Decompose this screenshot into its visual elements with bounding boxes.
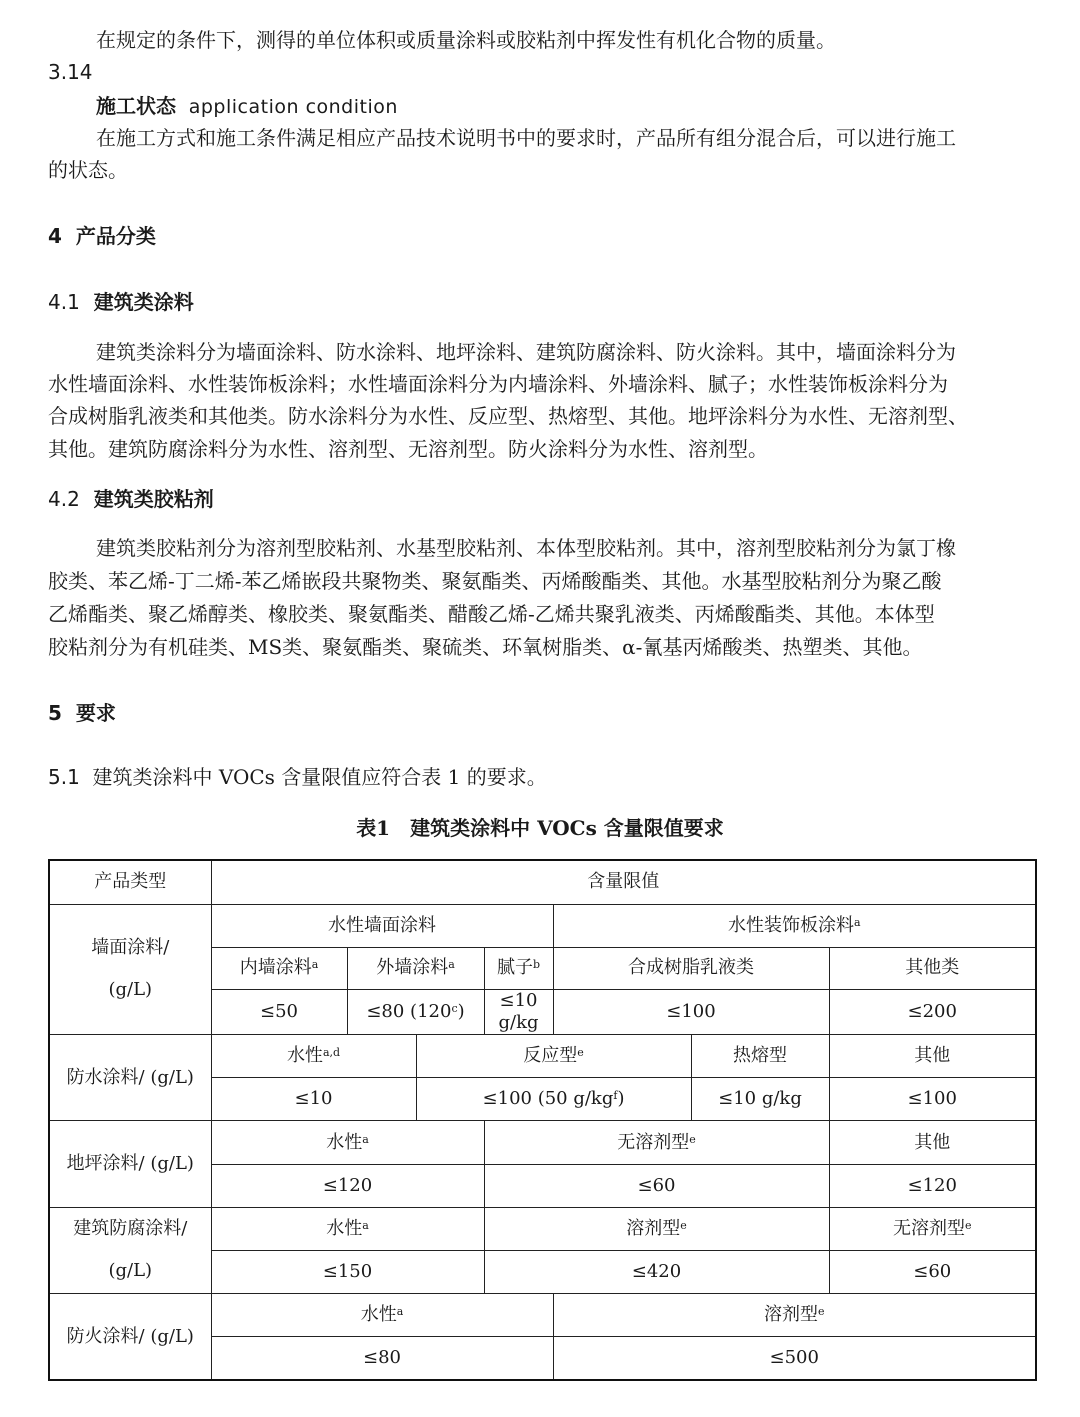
waterproof-col-other: 其他 [829,1035,1036,1078]
wall-group-row [49,904,1036,947]
wall-group-decor-board-label: 水性装饰板涂料 [727,914,854,936]
footnote-mark: f [613,1089,618,1103]
section-4-1-title: 建筑类涂料 [93,290,194,314]
waterproof-col-hotmelt: 热熔型 [691,1035,829,1078]
cell-label: 合成树脂乳液类 [628,957,754,979]
fireproof-header-row [49,1294,1036,1337]
section-4-1-line4: 其他。建筑防腐涂料分为水性、溶剂型、无溶剂型。防火涂料分为水性、溶剂型。 [48,437,768,461]
footnote-mark: e [964,1218,972,1232]
fireproof-val-solvent: ≤500 [553,1337,1036,1380]
footnote-mark: a [448,958,455,972]
waterproof-val-water: ≤10 [211,1078,416,1121]
section-4-title: 产品分类 [75,224,156,248]
floor-val-water: ≤120 [211,1164,484,1207]
anticorrosion-val-solvent: ≤420 [484,1250,829,1293]
section-4-1-line1: 建筑类涂料分为墙面涂料、防水涂料、地坪涂料、建筑防腐涂料、防火涂料。其中，墙面涂料分为 [96,340,956,364]
footnote-mark: a [362,1218,369,1232]
section-4-2-number: 4.2 [48,487,80,511]
cell-label: 溶剂型 [626,1217,681,1239]
floor-col-other: 其他 [829,1121,1036,1164]
anticorrosion-header-row [49,1207,1036,1250]
section-3-14-definition-line1: 在施工方式和施工条件满足相应产品技术说明书中的要求时，产品所有组分混合后，可以进行施工 [96,126,956,150]
wall-label-line2: (g/L) [108,979,153,1001]
cell-value: ≤100 (50 g/kg [482,1088,614,1110]
section-3-14-number: 3.14 [48,60,93,84]
section-5-1-number: 5.1 [48,765,80,789]
table-header-row [49,860,1036,904]
section-4-heading [48,220,156,252]
wall-val-other: ≤200 [829,989,1036,1034]
wall-coating-label [49,904,211,1034]
waterproof-header-row [49,1035,1036,1078]
section-4-2-line3: 乙烯酯类、聚乙烯醇类、橡胶类、聚氨酯类、醋酸乙烯-乙烯共聚乳液类、丙烯酸酯类、其他。本体型 [48,602,935,626]
anticorrosion-col-solventless [829,1207,1036,1250]
floor-val-other: ≤120 [829,1164,1036,1207]
cell-label: 反应型 [523,1045,578,1067]
anticorrosion-col-solvent [484,1207,829,1250]
floor-col-water [211,1121,484,1164]
floor-header-row [49,1121,1036,1164]
footnote-mark: e [817,1305,825,1319]
section-3-14-term [96,90,398,123]
section-4-2-line4: 胶粘剂分为有机硅类、MS类、聚氨酯类、聚硫类、环氧树脂类、α-氰基丙烯酸类、热塑类、其他。 [48,635,923,659]
wall-col-exterior [347,947,484,989]
wall-val-putty: ≤10 g/kg [484,989,553,1034]
fireproof-col-water [211,1294,553,1337]
section-4-1-line3: 合成树脂乳液类和其他类。防水涂料分为水性、反应型、热熔型、其他。地坪涂料分为水性、无溶剂型、 [48,404,968,428]
section-5-number: 5 [48,701,62,725]
footnote-mark: a [311,958,319,972]
section-4-2-heading [48,483,214,515]
fireproof-col-solvent [553,1294,1036,1337]
fireproof-label: 防火涂料/ (g/L) [49,1294,211,1380]
anticorrosion-val-water: ≤150 [211,1250,484,1293]
section-4-number: 4 [48,224,62,248]
wall-col-resin-emulsion [553,947,829,989]
section-4-1-line2: 水性墙面涂料、水性装饰板涂料；水性墙面涂料分为内墙涂料、外墙涂料、腻子；水性装饰板涂料分为 [48,372,948,396]
header-product-type: 产品类型 [49,860,211,904]
cell-label: 外墙涂料 [376,957,449,979]
vocs-limit-table [48,859,1037,1381]
wall-val-resin-emulsion: ≤100 [553,989,829,1034]
wall-group-water-based: 水性墙面涂料 [211,904,553,947]
waterproof-val-hotmelt: ≤10 g/kg [691,1078,829,1121]
anticorrosion-val-solventless: ≤60 [829,1250,1036,1293]
cell-label: 水性 [326,1131,363,1153]
cell-label: 无溶剂型 [892,1217,965,1239]
section-4-2-line1: 建筑类胶粘剂分为溶剂型胶粘剂、水基型胶粘剂、本体型胶粘剂。其中，溶剂型胶粘剂分为氯丁橡 [96,536,956,560]
section-5-1 [48,761,547,793]
cell-label: 其他类 [905,957,960,979]
footnote-mark: a [396,1305,404,1319]
header-limit: 含量限值 [211,860,1036,904]
term-cn: 施工状态 [96,94,176,118]
waterproof-val-other: ≤100 [829,1078,1036,1121]
cell-label: 溶剂型 [763,1304,818,1326]
footnote-mark: a [853,915,861,929]
cell-value: ≤80 (120 [366,1001,452,1023]
section-5-title: 要求 [75,701,116,725]
section-5-1-text: 建筑类涂料中 VOCs 含量限值应符合表 1 的要求。 [92,765,547,789]
cell-label: 水性 [286,1045,323,1067]
section-4-2-title: 建筑类胶粘剂 [93,487,214,511]
definition-3-13-tail: 在规定的条件下，测得的单位体积或质量涂料或胶粘剂中挥发性有机化合物的质量。 [96,28,836,52]
footnote-mark: a,d [322,1046,341,1060]
anticorrosion-label-line1: 建筑防腐涂料/ [73,1218,188,1240]
anticorrosion-label-line2: (g/L) [108,1260,153,1282]
anticorrosion-col-water [211,1207,484,1250]
anticorrosion-label [49,1207,211,1293]
section-4-1-heading [48,286,194,318]
waterproof-val-reactive [416,1078,691,1121]
wall-col-interior [211,947,347,989]
floor-col-solventless [484,1121,829,1164]
waterproof-col-reactive [416,1035,691,1078]
cell-label: 无溶剂型 [617,1131,690,1153]
wall-label-line1: 墙面涂料/ [91,937,170,959]
wall-val-exterior [347,989,484,1034]
cell-label: 水性 [326,1217,363,1239]
wall-group-decor-board [553,904,1036,947]
term-en: application condition [188,96,398,118]
footnote-mark: b [532,958,541,972]
wall-val-interior: ≤50 [211,989,347,1034]
floor-val-solventless: ≤60 [484,1164,829,1207]
section-5-heading [48,697,116,729]
cell-value-tail: ) [457,1001,465,1023]
cell-label: 水性 [360,1304,397,1326]
waterproof-col-water [211,1035,416,1078]
footnote-mark: c [451,1002,458,1016]
wall-col-putty [484,947,553,989]
wall-col-other [829,947,1036,989]
section-4-2-line2: 胶类、苯乙烯-丁二烯-苯乙烯嵌段共聚物类、聚氨酯类、丙烯酸酯类、其他。水基型胶粘剂分为聚乙酸 [48,569,942,593]
table-caption: 表1 建筑类涂料中 VOCs 含量限值要求 [356,816,724,840]
fireproof-val-water: ≤80 [211,1337,553,1380]
waterproof-label: 防水涂料/ (g/L) [49,1035,211,1121]
floor-label: 地坪涂料/ (g/L) [49,1121,211,1207]
cell-label: 内墙涂料 [239,957,312,979]
footnote-mark: e [680,1218,687,1232]
cell-value-tail: ) [617,1088,625,1110]
footnote-mark: e [577,1046,584,1060]
section-4-1-number: 4.1 [48,290,80,314]
cell-label: 腻子 [496,957,533,979]
section-3-14-definition-line2: 的状态。 [48,158,128,182]
footnote-mark: a [362,1132,369,1146]
footnote-mark: e [689,1132,696,1146]
